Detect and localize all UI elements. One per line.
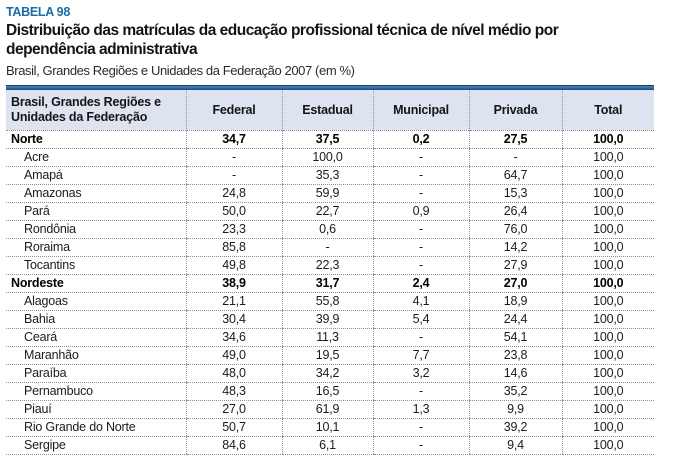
cell-value: 16,5 [282, 382, 373, 400]
row-label: Pernambuco [6, 382, 186, 400]
cell-value: - [186, 166, 282, 184]
cell-value: 100,0 [562, 148, 654, 166]
cell-value: 49,8 [186, 256, 282, 274]
table-body [6, 130, 654, 454]
cell-value: 3,2 [373, 364, 469, 382]
cell-value: 100,0 [562, 364, 654, 382]
table-row [6, 382, 654, 400]
cell-value: - [186, 148, 282, 166]
column-header-region: Brasil, Grandes Regiões e Unidades da Federação [6, 90, 186, 131]
cell-value: 7,7 [373, 346, 469, 364]
cell-value: - [373, 148, 469, 166]
cell-value: 100,0 [562, 400, 654, 418]
cell-value: 76,0 [469, 220, 562, 238]
cell-value: 100,0 [562, 310, 654, 328]
cell-value: 54,1 [469, 328, 562, 346]
cell-value: 50,0 [186, 202, 282, 220]
table-row [6, 220, 654, 238]
column-header-municipal: Municipal [373, 90, 469, 131]
row-label: Norte [6, 130, 186, 148]
table-row [6, 310, 654, 328]
row-label: Acre [6, 148, 186, 166]
cell-value: 39,2 [469, 418, 562, 436]
header-row [6, 90, 654, 131]
cell-value: 18,9 [469, 292, 562, 310]
cell-value: 27,0 [186, 400, 282, 418]
table-row [6, 256, 654, 274]
cell-value: - [373, 436, 469, 454]
cell-value: 19,5 [282, 346, 373, 364]
cell-value: 27,0 [469, 274, 562, 292]
row-label: Pará [6, 202, 186, 220]
row-label: Paraíba [6, 364, 186, 382]
row-label: Amapá [6, 166, 186, 184]
cell-value: 23,3 [186, 220, 282, 238]
cell-value: 27,9 [469, 256, 562, 274]
row-label: Bahia [6, 310, 186, 328]
cell-value: - [373, 418, 469, 436]
table-row [6, 148, 654, 166]
cell-value: 24,8 [186, 184, 282, 202]
cell-value: 100,0 [562, 256, 654, 274]
cell-value: 100,0 [562, 418, 654, 436]
row-label: Rondônia [6, 220, 186, 238]
cell-value: 14,6 [469, 364, 562, 382]
cell-value: - [373, 220, 469, 238]
table-row [6, 436, 654, 454]
cell-value: 0,6 [282, 220, 373, 238]
cell-value: 26,4 [469, 202, 562, 220]
cell-value: - [373, 238, 469, 256]
cell-value: 100,0 [562, 346, 654, 364]
cell-value: 4,1 [373, 292, 469, 310]
cell-value: 24,4 [469, 310, 562, 328]
table-number-label: TABELA 98 [6, 5, 70, 19]
cell-value: 100,0 [562, 382, 654, 400]
cell-value: 21,1 [186, 292, 282, 310]
column-header-privada: Privada [469, 90, 562, 131]
row-label: Nordeste [6, 274, 186, 292]
table-row [6, 166, 654, 184]
cell-value: 64,7 [469, 166, 562, 184]
cell-value: 100,0 [562, 202, 654, 220]
cell-value: 5,4 [373, 310, 469, 328]
column-header-estadual: Estadual [282, 90, 373, 131]
table-row [6, 202, 654, 220]
row-label: Maranhão [6, 346, 186, 364]
cell-value: 34,7 [186, 130, 282, 148]
cell-value: 48,0 [186, 364, 282, 382]
cell-value: 100,0 [562, 292, 654, 310]
cell-value: 35,3 [282, 166, 373, 184]
cell-value: 6,1 [282, 436, 373, 454]
table-row [6, 274, 654, 292]
cell-value: 100,0 [562, 328, 654, 346]
cell-value: 37,5 [282, 130, 373, 148]
cell-value: 61,9 [282, 400, 373, 418]
cell-value: 100,0 [562, 274, 654, 292]
cell-value: 15,3 [469, 184, 562, 202]
table-row [6, 130, 654, 148]
table-row [6, 346, 654, 364]
cell-value: 10,1 [282, 418, 373, 436]
cell-value: 9,9 [469, 400, 562, 418]
cell-value: 38,9 [186, 274, 282, 292]
cell-value: 100,0 [562, 220, 654, 238]
table-row [6, 292, 654, 310]
column-header-federal: Federal [186, 90, 282, 131]
cell-value: 34,2 [282, 364, 373, 382]
row-label: Roraima [6, 238, 186, 256]
row-label: Ceará [6, 328, 186, 346]
cell-value: 1,3 [373, 400, 469, 418]
cell-value: 0,9 [373, 202, 469, 220]
cell-value: - [373, 328, 469, 346]
cell-value: 27,5 [469, 130, 562, 148]
table-row [6, 364, 654, 382]
cell-value: 49,0 [186, 346, 282, 364]
cell-value: 48,3 [186, 382, 282, 400]
cell-value: 0,2 [373, 130, 469, 148]
cell-value: 100,0 [282, 148, 373, 166]
cell-value: 9,4 [469, 436, 562, 454]
cell-value: 100,0 [562, 238, 654, 256]
page-subtitle: Brasil, Grandes Regiões e Unidades da Federação 2007 (em %) [6, 62, 355, 78]
cell-value: 22,7 [282, 202, 373, 220]
cell-value: - [282, 238, 373, 256]
table-row [6, 418, 654, 436]
cell-value: 100,0 [562, 436, 654, 454]
cell-value: - [373, 256, 469, 274]
cell-value: 55,8 [282, 292, 373, 310]
row-label: Amazonas [6, 184, 186, 202]
cell-value: 2,4 [373, 274, 469, 292]
cell-value: 50,7 [186, 418, 282, 436]
row-label: Alagoas [6, 292, 186, 310]
table-header [6, 90, 654, 131]
cell-value: 59,9 [282, 184, 373, 202]
cell-value: 100,0 [562, 166, 654, 184]
table-row [6, 238, 654, 256]
cell-value: 31,7 [282, 274, 373, 292]
table-row [6, 400, 654, 418]
cell-value: 39,9 [282, 310, 373, 328]
cell-value: 84,6 [186, 436, 282, 454]
cell-value: 100,0 [562, 184, 654, 202]
data-table [6, 90, 654, 455]
cell-value: 30,4 [186, 310, 282, 328]
cell-value: 23,8 [469, 346, 562, 364]
row-label: Sergipe [6, 436, 186, 454]
table-row [6, 328, 654, 346]
cell-value: 14,2 [469, 238, 562, 256]
cell-value: 100,0 [562, 130, 654, 148]
row-label: Rio Grande do Norte [6, 418, 186, 436]
cell-value: 35,2 [469, 382, 562, 400]
table-row [6, 184, 654, 202]
cell-value: 22,3 [282, 256, 373, 274]
cell-value: 85,8 [186, 238, 282, 256]
cell-value: - [469, 148, 562, 166]
cell-value: 11,3 [282, 328, 373, 346]
row-label: Tocantins [6, 256, 186, 274]
page-title: Distribuição das matrículas da educação profissional técnica de nível médio por dependência administrativa [6, 22, 559, 59]
cell-value: - [373, 184, 469, 202]
row-label: Piauí [6, 400, 186, 418]
cell-value: - [373, 382, 469, 400]
cell-value: - [373, 166, 469, 184]
column-header-total: Total [562, 90, 654, 131]
cell-value: 34,6 [186, 328, 282, 346]
data-table-wrapper [6, 85, 654, 455]
